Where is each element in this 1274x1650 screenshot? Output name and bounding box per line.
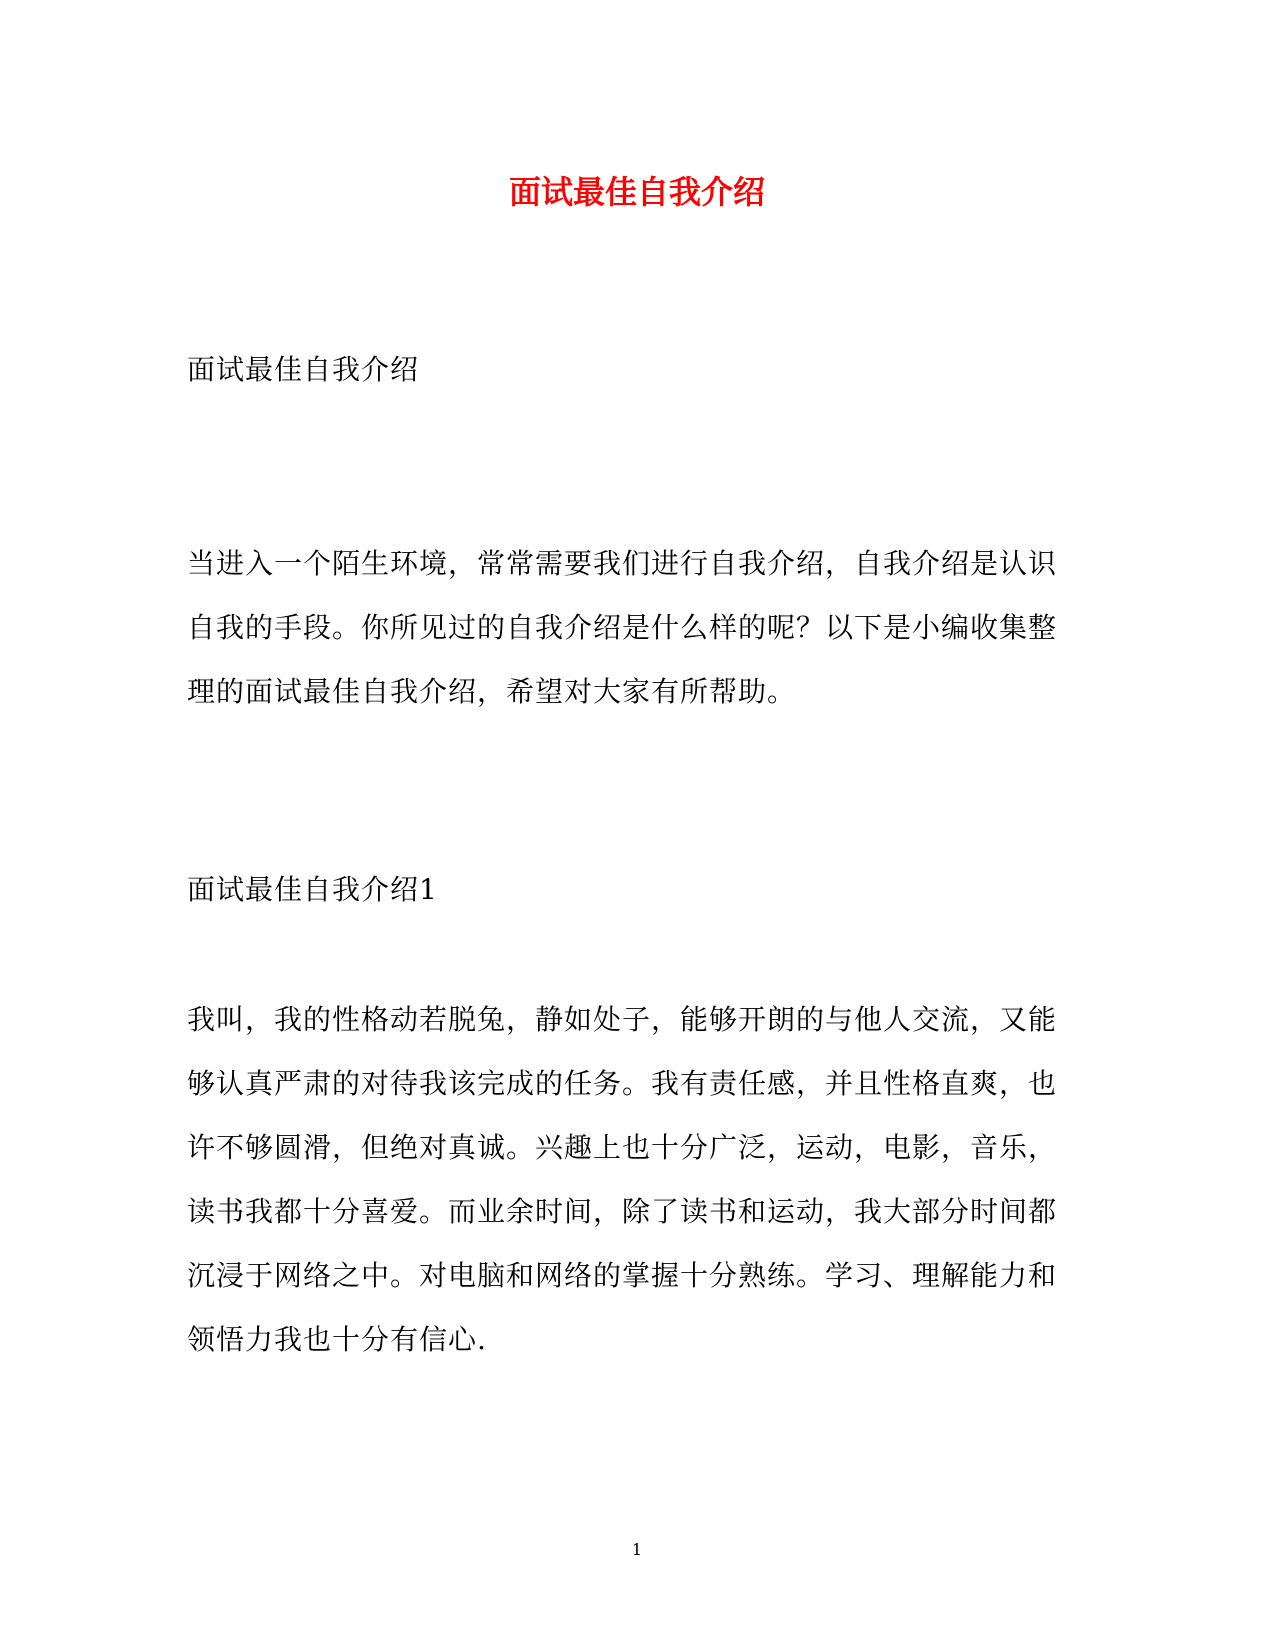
intro-line: 自我的手段。你所见过的自我介绍是什么样的呢？以下是小编收集整 bbox=[187, 611, 1058, 644]
section-paragraph bbox=[187, 988, 1067, 1372]
document-title: 面试最佳自我介绍 bbox=[508, 173, 765, 211]
section-line: 沉浸于网络之中。对电脑和网络的掌握十分熟练。学习、理解能力和 bbox=[187, 1259, 1058, 1292]
section-heading bbox=[187, 858, 1067, 922]
page-number: 1 bbox=[631, 1540, 643, 1559]
section-line: 许不够圆滑，但绝对真诚。兴趣上也十分广泛，运动，电影，音乐， bbox=[187, 1131, 1058, 1164]
section-heading-text: 面试最佳自我介绍1 bbox=[187, 873, 438, 906]
intro-line: 理的面试最佳自我介绍，希望对大家有所帮助。 bbox=[187, 675, 797, 708]
section-line: 够认真严肃的对待我该完成的任务。我有责任感，并且性格直爽，也 bbox=[187, 1067, 1058, 1100]
subtitle-text: 面试最佳自我介绍 bbox=[187, 353, 420, 386]
section-line: 领悟力我也十分有信心. bbox=[187, 1323, 487, 1356]
intro-paragraph bbox=[187, 532, 1067, 724]
document-subtitle bbox=[187, 338, 1067, 402]
section-line: 读书我都十分喜爱。而业余时间，除了读书和运动，我大部分时间都 bbox=[187, 1195, 1058, 1228]
intro-line: 当进入一个陌生环境，常常需要我们进行自我介绍，自我介绍是认识 bbox=[187, 547, 1058, 580]
section-line: 我叫，我的性格动若脱兔，静如处子，能够开朗的与他人交流，又能 bbox=[187, 1003, 1058, 1036]
